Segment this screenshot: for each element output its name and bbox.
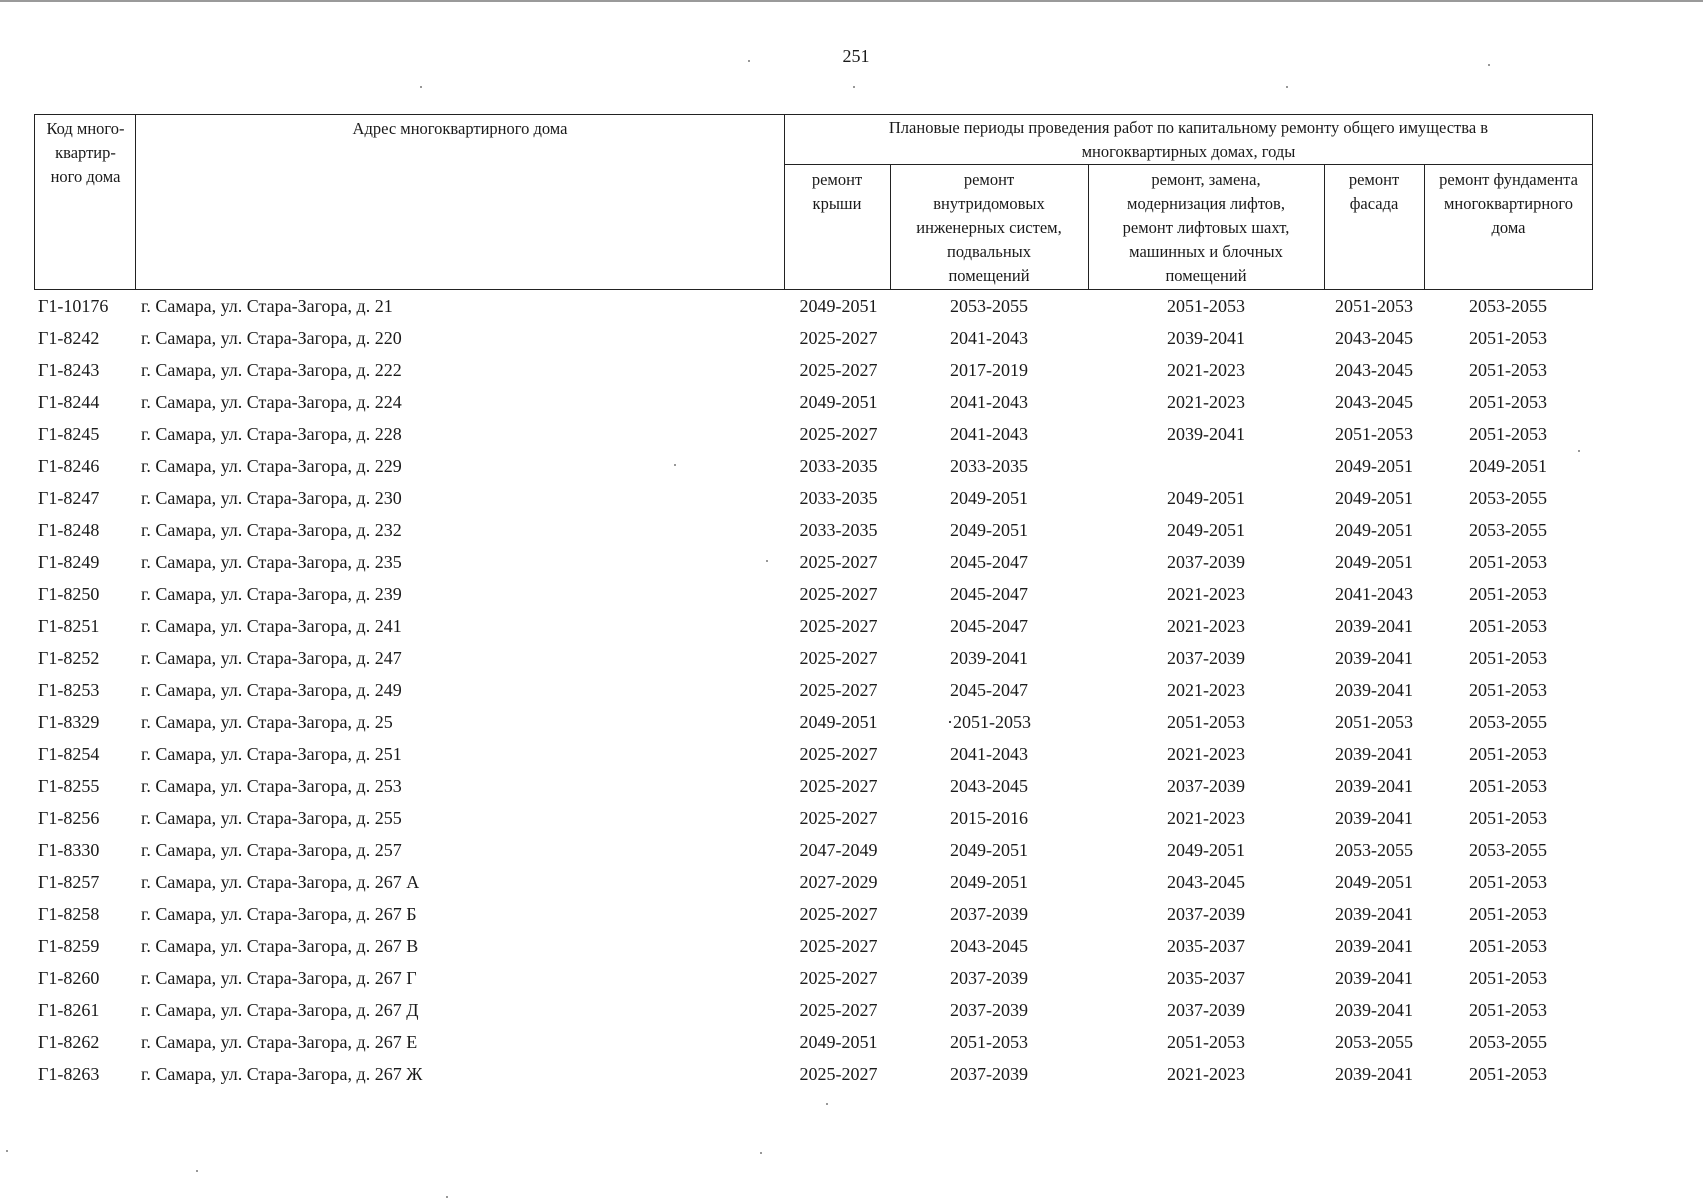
cell-facade: 2039-2041	[1335, 680, 1413, 700]
table-row	[0, 866, 1703, 898]
cell-address: г. Самара, ул. Стара-Загора, д. 239	[141, 584, 402, 604]
cell-foundation: 2051-2053	[1469, 936, 1547, 956]
cell-engineering: 2041-2043	[950, 744, 1028, 764]
cell-code: Г1-8256	[38, 808, 100, 828]
cell-code: Г1-8247	[38, 488, 100, 508]
cell-foundation: 2051-2053	[1469, 552, 1547, 572]
cell-lifts: 2039-2041	[1167, 424, 1245, 444]
cell-roof: 2025-2027	[799, 936, 878, 956]
cell-foundation: 2049-2051	[1469, 456, 1547, 476]
cell-code: Г1-8329	[38, 712, 100, 732]
header-engineering-line: ремонт	[963, 170, 1015, 189]
header-facade-line: ремонт	[1348, 170, 1400, 189]
cell-engineering: 2045-2047	[950, 584, 1028, 604]
cell-facade: 2049-2051	[1335, 552, 1413, 572]
cell-facade: 2049-2051	[1335, 872, 1413, 892]
header-lifts	[1088, 168, 1324, 288]
cell-engineering: 2033-2035	[950, 456, 1028, 476]
cell-facade: 2053-2055	[1335, 840, 1413, 860]
cell-address: г. Самара, ул. Стара-Загора, д. 25	[141, 712, 393, 732]
scan-speck	[766, 560, 768, 562]
table-row	[0, 898, 1703, 930]
cell-lifts: 2051-2053	[1167, 296, 1245, 316]
scan-speck	[6, 1150, 8, 1152]
cell-foundation: 2051-2053	[1469, 680, 1547, 700]
cell-address: г. Самара, ул. Стара-Загора, д. 230	[141, 488, 402, 508]
cell-lifts: 2049-2051	[1167, 488, 1245, 508]
table-row	[0, 930, 1703, 962]
cell-lifts: 2035-2037	[1167, 968, 1245, 988]
header-facade-line: фасада	[1349, 194, 1399, 213]
cell-lifts: 2021-2023	[1167, 616, 1245, 636]
cell-lifts: 2021-2023	[1167, 584, 1245, 604]
cell-code: Г1-8243	[38, 360, 100, 380]
cell-engineering: 2015-2016	[950, 808, 1028, 828]
cell-lifts: 2021-2023	[1167, 392, 1245, 412]
table-row	[0, 514, 1703, 546]
cell-foundation: 2051-2053	[1469, 776, 1547, 796]
cell-roof: 2025-2027	[799, 1064, 878, 1084]
cell-facade: 2051-2053	[1335, 296, 1413, 316]
cell-address: г. Самара, ул. Стара-Загора, д. 267 Г	[141, 968, 417, 988]
cell-foundation: 2051-2053	[1469, 904, 1547, 924]
cell-engineering: 2045-2047	[950, 616, 1028, 636]
cell-foundation: 2053-2055	[1469, 488, 1547, 508]
cell-foundation: 2051-2053	[1469, 648, 1547, 668]
header-divider-group	[784, 164, 1593, 165]
cell-lifts: 2049-2051	[1167, 840, 1245, 860]
cell-code: Г1-8252	[38, 648, 100, 668]
cell-facade: 2051-2053	[1335, 712, 1413, 732]
cell-facade: 2049-2051	[1335, 520, 1413, 540]
cell-engineering: 2051-2053	[950, 1032, 1028, 1052]
header-lifts-line: помещений	[1165, 266, 1247, 285]
cell-code: Г1-8263	[38, 1064, 100, 1084]
cell-code: Г1-8248	[38, 520, 100, 540]
cell-roof: 2025-2027	[799, 904, 878, 924]
cell-engineering: 2037-2039	[950, 904, 1028, 924]
header-lifts-line: ремонт лифтовых шахт,	[1122, 218, 1290, 237]
cell-facade: 2039-2041	[1335, 904, 1413, 924]
cell-facade: 2039-2041	[1335, 1064, 1413, 1084]
table-row	[0, 290, 1703, 322]
cell-code: Г1-8259	[38, 936, 100, 956]
cell-lifts: 2037-2039	[1167, 552, 1245, 572]
cell-facade: 2039-2041	[1335, 936, 1413, 956]
cell-code: Г1-8257	[38, 872, 100, 892]
cell-lifts: 2037-2039	[1167, 776, 1245, 796]
cell-lifts: 2049-2051	[1167, 520, 1245, 540]
cell-roof: 2049-2051	[799, 1032, 878, 1052]
cell-address: г. Самара, ул. Стара-Загора, д. 247	[141, 648, 402, 668]
cell-roof: 2025-2027	[799, 1000, 878, 1020]
cell-address: г. Самара, ул. Стара-Загора, д. 255	[141, 808, 402, 828]
cell-address: г. Самара, ул. Стара-Загора, д. 251	[141, 744, 402, 764]
table-row	[0, 834, 1703, 866]
cell-code: Г1-8242	[38, 328, 100, 348]
cell-engineering: 2049-2051	[950, 840, 1028, 860]
header-engineering-line: помещений	[948, 266, 1030, 285]
scan-speck	[1286, 86, 1288, 88]
cell-lifts: 2021-2023	[1167, 360, 1245, 380]
cell-foundation: 2051-2053	[1469, 808, 1547, 828]
cell-code: Г1-8261	[38, 1000, 100, 1020]
cell-code: Г1-8255	[38, 776, 100, 796]
cell-roof: 2027-2029	[799, 872, 878, 892]
header-engineering-line: инженерных систем,	[916, 218, 1062, 237]
header-address: Адрес многоквартирного дома	[352, 119, 568, 138]
header-lifts-line: машинных и блочных	[1129, 242, 1283, 261]
cell-engineering: 2041-2043	[950, 424, 1028, 444]
cell-engineering: 2041-2043	[950, 328, 1028, 348]
cell-roof: 2033-2035	[799, 488, 878, 508]
header-periods-group	[784, 116, 1593, 164]
cell-code: Г1-8244	[38, 392, 100, 412]
cell-foundation: 2051-2053	[1469, 328, 1547, 348]
cell-code: Г1-8258	[38, 904, 100, 924]
cell-roof: 2025-2027	[799, 584, 878, 604]
cell-engineering: 2049-2051	[950, 488, 1028, 508]
cell-roof: 2049-2051	[799, 392, 878, 412]
header-engineering-line: подвальных	[947, 242, 1031, 261]
cell-code: Г1-8246	[38, 456, 100, 476]
scan-speck	[420, 86, 422, 88]
cell-address: г. Самара, ул. Стара-Загора, д. 267 В	[141, 936, 419, 956]
scan-speck	[1578, 450, 1580, 452]
cell-code: Г1-8251	[38, 616, 100, 636]
table-row	[0, 802, 1703, 834]
cell-facade: 2041-2043	[1335, 584, 1413, 604]
table-row	[0, 770, 1703, 802]
cell-address: г. Самара, ул. Стара-Загора, д. 220	[141, 328, 402, 348]
header-foundation-line: дома	[1491, 218, 1526, 237]
cell-code: Г1-8250	[38, 584, 100, 604]
cell-facade: 2039-2041	[1335, 744, 1413, 764]
cell-roof: 2049-2051	[799, 712, 878, 732]
cell-lifts: 2037-2039	[1167, 648, 1245, 668]
scan-speck	[674, 464, 676, 466]
cell-engineering: 2037-2039	[950, 1000, 1028, 1020]
page-number: 251	[842, 46, 870, 66]
cell-roof: 2025-2027	[799, 616, 878, 636]
table-row	[0, 578, 1703, 610]
cell-roof: 2025-2027	[799, 808, 878, 828]
cell-foundation: 2051-2053	[1469, 744, 1547, 764]
cell-facade: 2051-2053	[1335, 424, 1413, 444]
cell-facade: 2039-2041	[1335, 616, 1413, 636]
cell-address: г. Самара, ул. Стара-Загора, д. 224	[141, 392, 402, 412]
cell-address: г. Самара, ул. Стара-Загора, д. 232	[141, 520, 402, 540]
cell-code: Г1-8253	[38, 680, 100, 700]
cell-roof: 2025-2027	[799, 680, 878, 700]
cell-code: Г1-10176	[38, 296, 109, 316]
cell-facade: 2039-2041	[1335, 776, 1413, 796]
scan-top-edge-line	[0, 0, 1703, 2]
cell-foundation: 2053-2055	[1469, 1032, 1547, 1052]
cell-roof: 2047-2049	[799, 840, 878, 860]
cell-lifts: 2051-2053	[1167, 1032, 1245, 1052]
cell-facade: 2049-2051	[1335, 488, 1413, 508]
cell-lifts: 2035-2037	[1167, 936, 1245, 956]
cell-facade: 2043-2045	[1335, 360, 1413, 380]
cell-foundation: 2051-2053	[1469, 1000, 1547, 1020]
cell-address: г. Самара, ул. Стара-Загора, д. 267 Ж	[141, 1064, 423, 1084]
cell-facade: 2039-2041	[1335, 968, 1413, 988]
cell-foundation: 2051-2053	[1469, 392, 1547, 412]
cell-engineering: 2045-2047	[950, 552, 1028, 572]
cell-engineering: 2017-2019	[950, 360, 1028, 380]
cell-roof: 2025-2027	[799, 424, 878, 444]
cell-address: г. Самара, ул. Стара-Загора, д. 267 Д	[141, 1000, 419, 1020]
scan-speck	[196, 1170, 198, 1172]
cell-facade: 2039-2041	[1335, 1000, 1413, 1020]
cell-roof: 2025-2027	[799, 744, 878, 764]
scan-speck	[1488, 64, 1490, 66]
cell-address: г. Самара, ул. Стара-Загора, д. 222	[141, 360, 402, 380]
cell-address: г. Самара, ул. Стара-Загора, д. 267 Е	[141, 1032, 418, 1052]
scan-speck	[446, 1196, 448, 1198]
cell-engineering: 2049-2051	[950, 872, 1028, 892]
table-row	[0, 738, 1703, 770]
cell-facade: 2053-2055	[1335, 1032, 1413, 1052]
table-row	[0, 386, 1703, 418]
header-foundation	[1424, 168, 1593, 240]
cell-lifts: 2039-2041	[1167, 328, 1245, 348]
scan-speck	[748, 60, 750, 62]
table-row	[0, 674, 1703, 706]
cell-foundation: 2053-2055	[1469, 712, 1547, 732]
cell-address: г. Самара, ул. Стара-Загора, д. 253	[141, 776, 402, 796]
header-roof	[784, 168, 890, 216]
table-row	[0, 322, 1703, 354]
cell-lifts: 2021-2023	[1167, 680, 1245, 700]
cell-engineering: 2045-2047	[950, 680, 1028, 700]
table-row	[0, 642, 1703, 674]
cell-facade: 2039-2041	[1335, 808, 1413, 828]
header-periods-line: многоквартирных домах, годы	[1081, 142, 1296, 161]
table-row	[0, 610, 1703, 642]
cell-roof: 2033-2035	[799, 520, 878, 540]
cell-address: г. Самара, ул. Стара-Загора, д. 267 А	[141, 872, 420, 892]
cell-foundation: 2051-2053	[1469, 360, 1547, 380]
cell-roof: 2049-2051	[799, 296, 878, 316]
header-roof-line: крыши	[812, 194, 862, 213]
cell-foundation: 2053-2055	[1469, 840, 1547, 860]
header-code-line: Код много-	[46, 119, 125, 138]
cell-engineering: 2041-2043	[950, 392, 1028, 412]
table-row	[0, 450, 1703, 482]
cell-engineering: 2053-2055	[950, 296, 1028, 316]
table-row	[0, 706, 1703, 738]
header-code-line: ного дома	[50, 167, 121, 186]
cell-engineering: 2037-2039	[950, 1064, 1028, 1084]
cell-lifts: 2037-2039	[1167, 904, 1245, 924]
cell-foundation: 2051-2053	[1469, 424, 1547, 444]
table-row	[0, 994, 1703, 1026]
cell-address: г. Самара, ул. Стара-Загора, д. 257	[141, 840, 402, 860]
table-row	[0, 418, 1703, 450]
cell-address: г. Самара, ул. Стара-Загора, д. 229	[141, 456, 402, 476]
cell-code: Г1-8260	[38, 968, 100, 988]
cell-facade: 2043-2045	[1335, 328, 1413, 348]
cell-foundation: 2053-2055	[1469, 520, 1547, 540]
cell-facade: 2049-2051	[1335, 456, 1413, 476]
cell-code: Г1-8262	[38, 1032, 100, 1052]
cell-code: Г1-8245	[38, 424, 100, 444]
header-facade	[1324, 168, 1424, 216]
scan-speck	[760, 1152, 762, 1154]
cell-facade: 2039-2041	[1335, 648, 1413, 668]
cell-engineering: 2049-2051	[950, 520, 1028, 540]
cell-lifts: 2021-2023	[1167, 1064, 1245, 1084]
cell-roof: 2025-2027	[799, 968, 878, 988]
header-code	[36, 117, 135, 189]
cell-address: г. Самара, ул. Стара-Загора, д. 267 Б	[141, 904, 417, 924]
cell-lifts: 2037-2039	[1167, 1000, 1245, 1020]
cell-code: Г1-8254	[38, 744, 100, 764]
cell-engineering: ·2051-2053	[947, 712, 1031, 732]
cell-roof: 2025-2027	[799, 328, 878, 348]
cell-address: г. Самара, ул. Стара-Загора, д. 21	[141, 296, 393, 316]
cell-engineering: 2039-2041	[950, 648, 1028, 668]
header-lifts-line: модернизация лифтов,	[1127, 194, 1285, 213]
table-row	[0, 1058, 1703, 1090]
cell-foundation: 2053-2055	[1469, 296, 1547, 316]
cell-foundation: 2051-2053	[1469, 1064, 1547, 1084]
cell-lifts: 2021-2023	[1167, 744, 1245, 764]
cell-engineering: 2037-2039	[950, 968, 1028, 988]
cell-code: Г1-8249	[38, 552, 100, 572]
header-code-line: квартир-	[55, 143, 116, 162]
scan-speck	[853, 86, 855, 88]
cell-roof: 2025-2027	[799, 648, 878, 668]
cell-facade: 2043-2045	[1335, 392, 1413, 412]
cell-address: г. Самара, ул. Стара-Загора, д. 235	[141, 552, 402, 572]
cell-engineering: 2043-2045	[950, 936, 1028, 956]
scan-speck	[826, 1103, 828, 1105]
cell-lifts: 2051-2053	[1167, 712, 1245, 732]
cell-roof: 2033-2035	[799, 456, 878, 476]
header-foundation-line: ремонт фундамента	[1439, 170, 1578, 189]
cell-address: г. Самара, ул. Стара-Загора, д. 228	[141, 424, 402, 444]
cell-foundation: 2051-2053	[1469, 968, 1547, 988]
cell-code: Г1-8330	[38, 840, 100, 860]
table-row	[0, 482, 1703, 514]
table-row	[0, 546, 1703, 578]
cell-engineering: 2043-2045	[950, 776, 1028, 796]
cell-address: г. Самара, ул. Стара-Загора, д. 249	[141, 680, 402, 700]
header-lifts-line: ремонт, замена,	[1151, 170, 1261, 189]
cell-foundation: 2051-2053	[1469, 872, 1547, 892]
cell-roof: 2025-2027	[799, 776, 878, 796]
cell-foundation: 2051-2053	[1469, 584, 1547, 604]
table-row	[0, 962, 1703, 994]
header-roof-line: ремонт	[811, 170, 863, 189]
header-engineering	[890, 168, 1088, 288]
cell-foundation: 2051-2053	[1469, 616, 1547, 636]
header-foundation-line: многоквартирного	[1443, 194, 1574, 213]
table-row	[0, 1026, 1703, 1058]
cell-lifts: 2021-2023	[1167, 808, 1245, 828]
cell-lifts: 2043-2045	[1167, 872, 1245, 892]
cell-roof: 2025-2027	[799, 360, 878, 380]
header-periods-line: Плановые периоды проведения работ по капитальному ремонту общего имущества в	[888, 118, 1489, 137]
cell-roof: 2025-2027	[799, 552, 878, 572]
cell-address: г. Самара, ул. Стара-Загора, д. 241	[141, 616, 402, 636]
header-engineering-line: внутридомовых	[933, 194, 1045, 213]
table-row	[0, 354, 1703, 386]
